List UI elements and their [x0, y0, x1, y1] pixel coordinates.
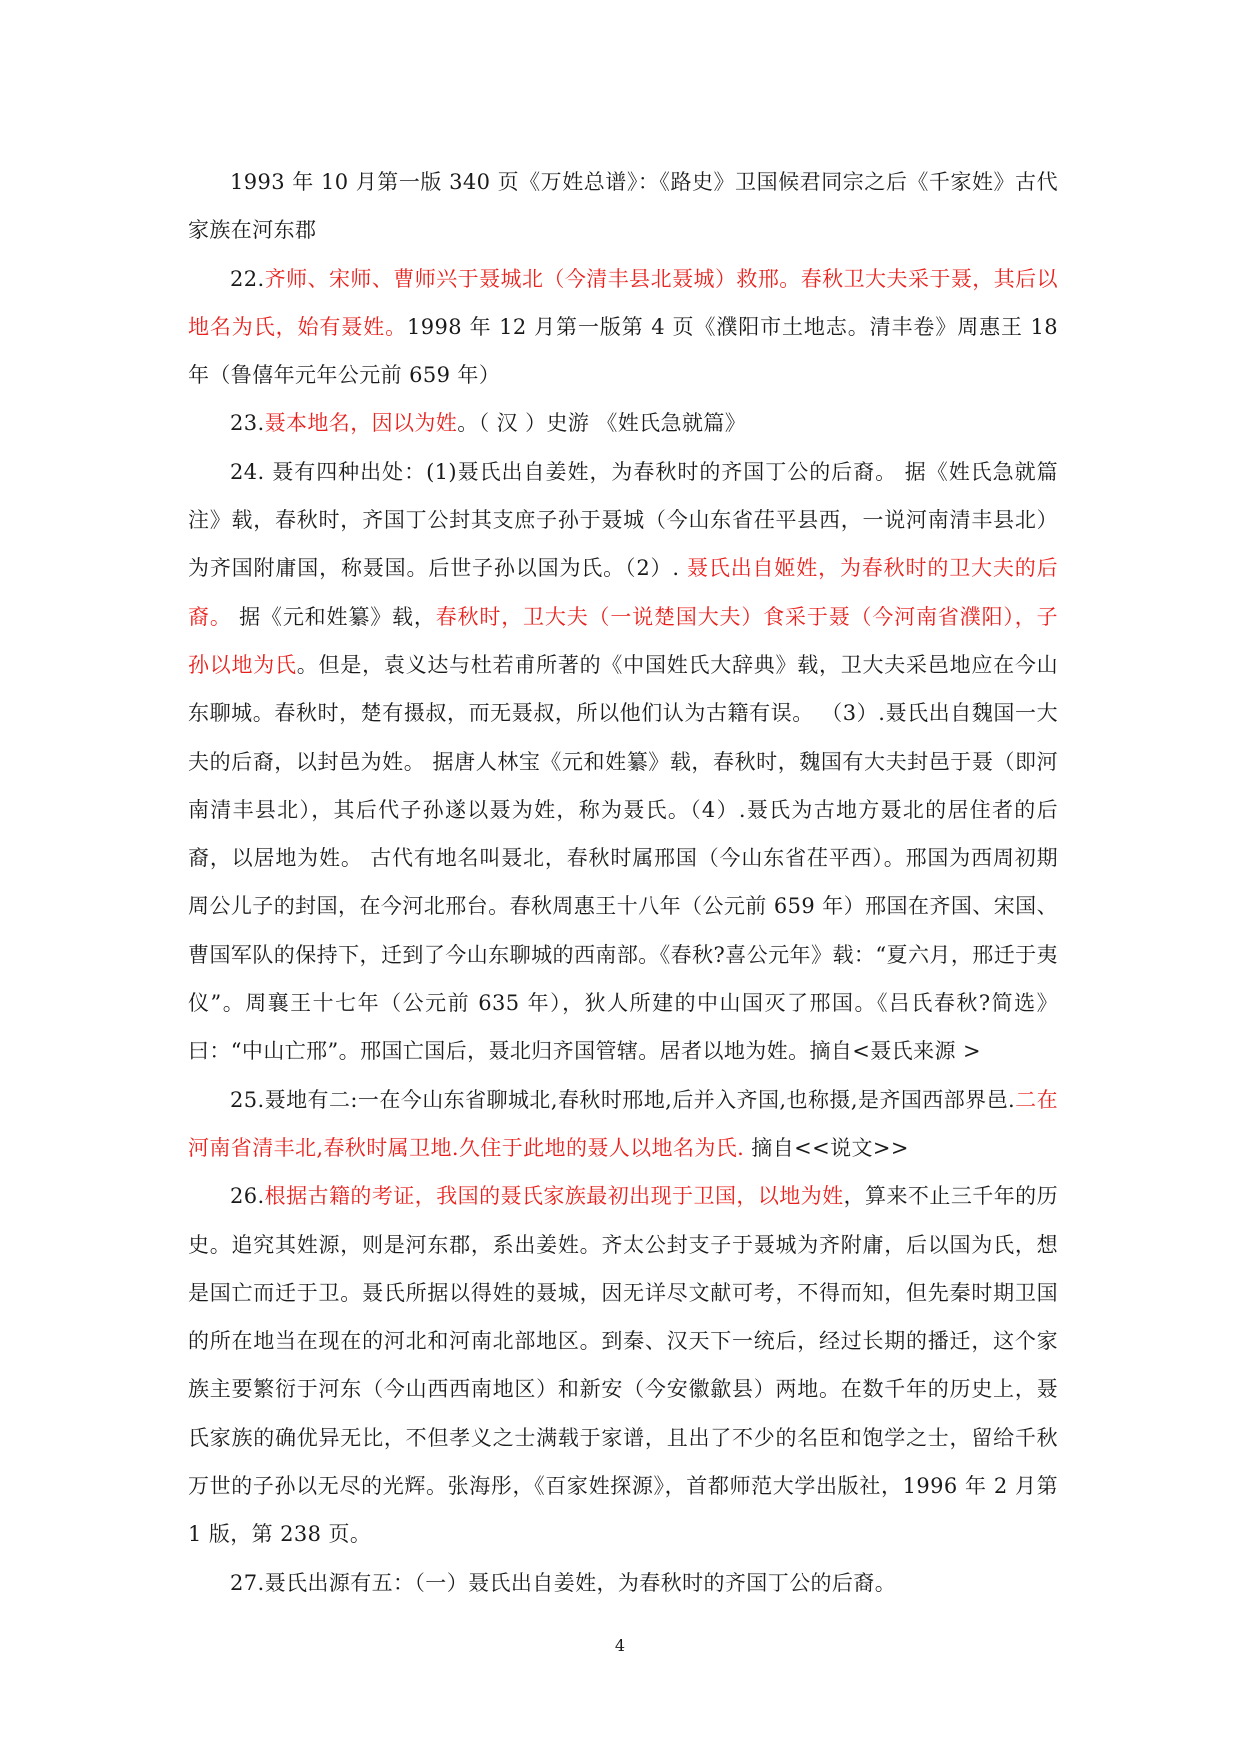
body-text: 25.聂地有二:一在今山东省聊城北,春秋时邢地,后并入齐国,也称摄,是齐国西部界邑.: [230, 1087, 1016, 1112]
paragraph-p-26: [188, 1172, 1058, 1558]
body-text: 27.聂氏出源有五：（一）聂氏出自姜姓，为春秋时的齐国丁公的后裔。: [230, 1570, 897, 1595]
body-text: 据《元和姓纂》载，: [231, 604, 436, 629]
body-text: 1998 年 12 月第一版第 4 页《濮阳市土地志。清丰卷》周惠王 18 年（鲁僖年元年公元前 659 年）: [188, 314, 1059, 388]
body-text: 24. 聂有四种出处：(1)聂氏出自姜姓，为春秋时的齐国丁公的后裔。 据《姓氏急就篇注》载，春秋时，齐国丁公封其支庶子孙于聂城（今山东省茌平县西，一说河南清丰县北）为齐国附庸国，称聂国。后世子孙以国为氏。（2）.: [188, 459, 1058, 581]
body-text: 22.: [230, 266, 265, 291]
body-text: 23.: [230, 411, 265, 436]
body-text: 1993 年 10 月第一版 340 页《万姓总谱》：《路史》卫国候君同宗之后《千家姓》古代家族在河东郡: [188, 170, 1058, 243]
paragraph-p-intro: [188, 158, 1058, 255]
highlighted-text: 聂本地名，因以为姓: [264, 411, 458, 436]
page-number: 4: [614, 1636, 626, 1655]
body-text: 摘自<<说文>>: [744, 1135, 909, 1160]
paragraph-p-24: [188, 448, 1058, 1076]
paragraph-p-22: [188, 255, 1058, 400]
highlighted-text: 齐师、宋师、曹师兴于聂城北（今清丰县北聂城）救邢。春秋卫大夫采于聂，其后以地名为氏，始有聂姓。: [188, 266, 1058, 339]
paragraph-p-25: [188, 1076, 1058, 1173]
highlighted-text: 聂氏出自姬姓，为春秋时的卫大夫的后裔。: [188, 556, 1059, 629]
body-text: ，算来不止三千年的历史。追究其姓源，则是河东郡，系出姜姓。齐太公封支子于聂城为齐附庸，后以国为氏，想是国亡而迁于卫。聂氏所据以得姓的聂城，因无详尽文献可考，不得而知，但先秦时期卫国的所在地当在现在的河北和河南北部地区。到秦、汉天下一统后，经过长期的播迁，这个家族主要繁衍于河东（今山西西南地区）和新安（今安徽歙县）两地。在数千年的历史上，聂氏家族的确优异无比，不但孝义之士满载于家谱，且出了不少的名臣和饱学之士，留给千秋万世的子孙以无尽的光辉。张海彤，《百家姓探源》，首都师范大学出版社，1996 年 2 月第 1 版，第 238 页。: [188, 1184, 1058, 1547]
body-text: 。（ 汉 ）史游 《姓氏急就篇》: [457, 411, 747, 436]
body-text: 26.: [230, 1184, 265, 1209]
highlighted-text: 春秋时，卫大夫（一说楚国大夫）食采于聂（今河南省濮阳），子孙以地为氏: [188, 604, 1058, 677]
paragraph-p-23: [188, 399, 1058, 447]
highlighted-text: 根据古籍的考证，我国的聂氏家族最初出现于卫国，以地为姓: [264, 1184, 844, 1209]
highlighted-text: 二在河南省清丰北,春秋时属卫地.久住于此地的聂人以地名为氏.: [188, 1087, 1058, 1160]
paragraph-p-27: [188, 1559, 1058, 1607]
body-text: 。但是，袁义达与杜若甫所著的《中国姓氏大辞典》载，卫大夫采邑地应在今山东聊城。春秋时，楚有摄叔，而无聂叔，所以他们认为古籍有误。 （3）.聂氏出自魏国一大夫的后裔，以封邑为姓。 据唐人林宝《元和姓纂》载，春秋时，魏国有大夫封邑于聂（即河南清丰县北），其后代子孙遂以聂为姓，称为聂氏。（4）.聂氏为古地方聂北的居住者的后裔，以居地为姓。 古代有地名叫聂北，春秋时属邢国（今山东省茌平西）。邢国为西周初期周公儿子的封国，在今河北邢台。春秋周惠王十八年（公元前 659 年）邢国在齐国、宋国、曹国军队的保持下，迁到了今山东聊城的西南部。《春秋?喜公元年》载：“夏六月，邢迁于夷仪”。周襄王十七年（公元前 635 年），狄人所建的中山国灭了邢国。《吕氏春秋?简选》曰：“中山亡邢”。邢国亡国后，聂北归齐国管辖。居者以地为姓。摘自<聂氏来源 >: [188, 652, 1058, 1064]
document-body: [188, 158, 1058, 1607]
